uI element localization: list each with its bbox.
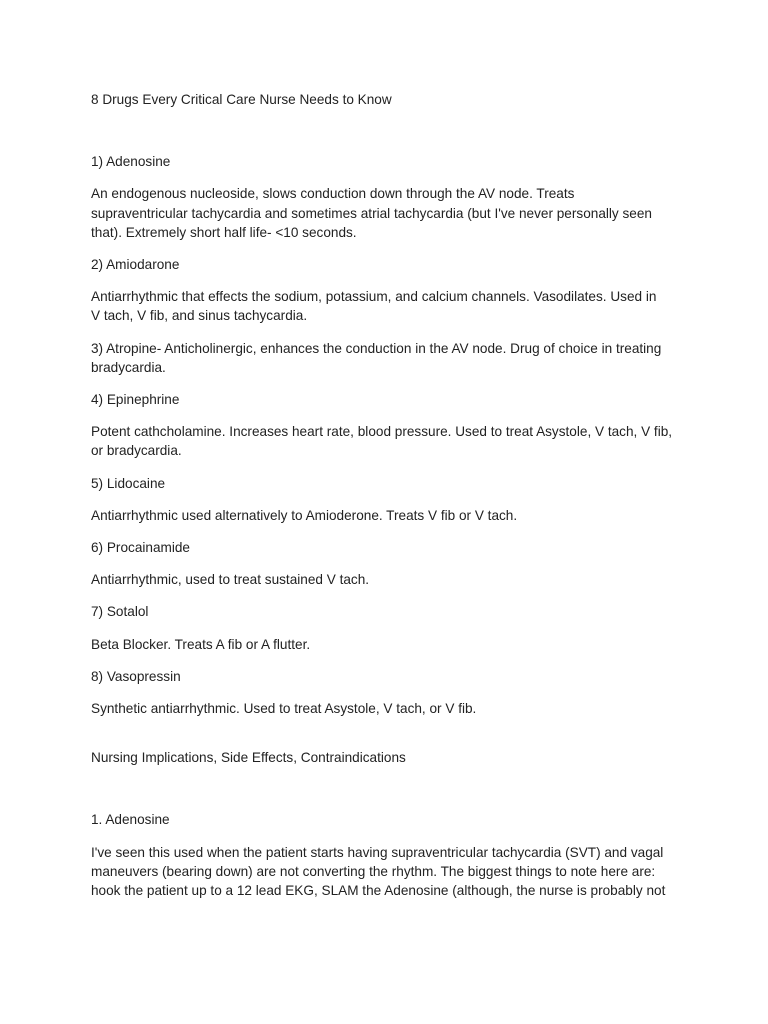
drug-heading-adenosine: 1) Adenosine (91, 154, 171, 170)
drug-heading-sotalol: 7) Sotalol (91, 604, 149, 620)
drug-description-procainamide (91, 570, 691, 589)
drug-heading-procainamide: 6) Procainamide (91, 540, 190, 556)
drug-description-adenosine (91, 184, 691, 242)
text-line: I've seen this used when the patient starts having supraventricular tachycardia (SVT) and vagal (91, 844, 664, 860)
drug-description-sotalol (91, 635, 691, 654)
drug-description-lidocaine (91, 506, 691, 525)
text-line: 3) Atropine- Anticholinergic, enhances the conduction in the AV node. Drug of choice in treating (91, 340, 662, 356)
drug-heading-amiodarone: 2) Amiodarone (91, 257, 180, 273)
document-title: 8 Drugs Every Critical Care Nurse Needs to Know (91, 92, 392, 107)
document-page (91, 90, 691, 913)
text-line: supraventricular tachycardia and sometimes atrial tachycardia (but I've never personally seen (91, 205, 652, 221)
text-line: or bradycardia. (91, 443, 182, 459)
implication-description-adenosine (91, 843, 691, 901)
section-title: Nursing Implications, Side Effects, Contraindications (91, 750, 406, 766)
drug-description-epinephrine (91, 422, 691, 460)
text-line: Antiarrhythmic used alternatively to Amioderone. Treats V fib or V tach. (91, 507, 518, 523)
drug-entry-atropine (91, 339, 691, 377)
text-line: bradycardia. (91, 359, 166, 375)
text-line: Potent cathcholamine. Increases heart rate, blood pressure. Used to treat Asystole, V tach, V fib, (91, 424, 673, 440)
text-line: V tach, V fib, and sinus tachycardia. (91, 308, 308, 324)
drug-description-vasopressin (91, 699, 691, 718)
drug-heading-vasopressin: 8) Vasopressin (91, 668, 181, 684)
text-line: maneuvers (bearing down) are not converting the rhythm. The biggest things to note here are: (91, 863, 656, 879)
text-line: Beta Blocker. Treats A fib or A flutter. (91, 636, 311, 652)
drug-description-amiodarone (91, 287, 691, 325)
implication-heading-adenosine: 1. Adenosine (91, 812, 170, 828)
text-line: Antiarrhythmic that effects the sodium, potassium, and calcium channels. Vasodilates. Used in (91, 289, 657, 305)
text-line: that). Extremely short half life- <10 seconds. (91, 224, 357, 240)
text-line: Antiarrhythmic, used to treat sustained V tach. (91, 572, 370, 588)
drug-heading-lidocaine: 5) Lidocaine (91, 475, 166, 491)
text-line: hook the patient up to a 12 lead EKG, SLAM the Adenosine (although, the nurse is probably not (91, 883, 666, 899)
text-line: Synthetic antiarrhythmic. Used to treat Asystole, V tach, or V fib. (91, 701, 477, 717)
text-line: An endogenous nucleoside, slows conduction down through the AV node. Treats (91, 186, 575, 202)
drug-heading-epinephrine: 4) Epinephrine (91, 392, 180, 408)
